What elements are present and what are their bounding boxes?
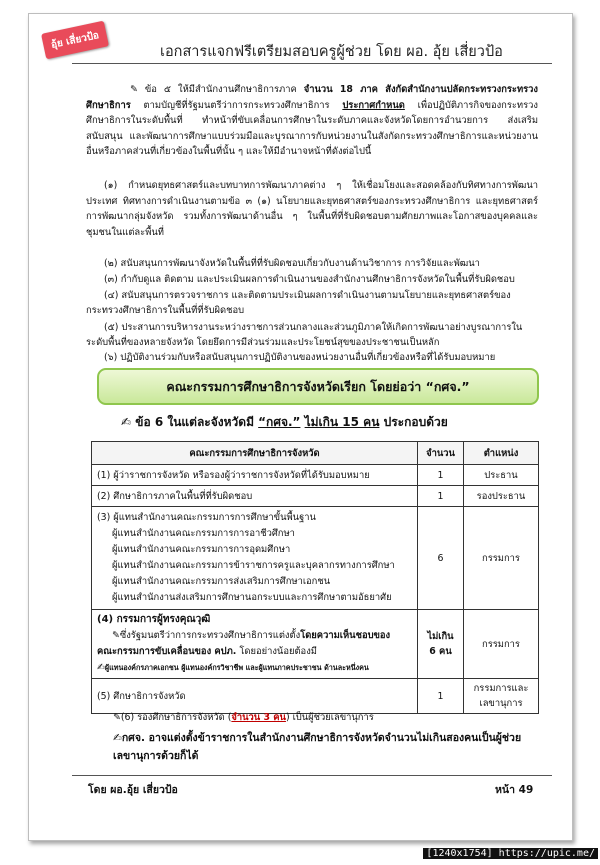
clause-6-heading: ✍ ข้อ 6 ในแต่ละจังหวัดมี “กศจ.” ไม่เกิน 15 คน ประกอบด้วย — [121, 415, 448, 429]
table-row: (3) ผู้แทนสำนักงานคณะกรรมการการศึกษาขั้นพื้นฐาน ผู้แทนสำนักงานคณะกรรมการการอาชีวศึกษา ผู้แทนสำนักงานคณะกรรมการการอุดมศึกษา ผู้แทนสำนักงานคณะกรรมการข้าราชการครูและบุคลากรทางการศึกษา ผู้แทนสำนักงานคณะกรรมการส่งเสริมการศึกษาเอกชน ผู้แทนสำนักงานส่งเสริมการศึกษานอกระบบและการศึกษาตามอัธยาศัย 6 กรรมการ — [92, 507, 539, 610]
footer-divider — [72, 775, 552, 776]
page-header: เอกสารแจกฟรีเตรียมสอบครูผู้ช่วย โดย ผอ. อุ้ย เสี่ยวป้อ — [160, 44, 503, 60]
clause-5-paragraph: ✎ ข้อ ๕ ให้มีสำนักงานศึกษาธิการภาค จำนวน 18 ภาค สังกัดสำนักงานปลัดกระทรวงกระทรวงศึกษาธิการ ตามบัญชีที่รัฐมนตรีว่าการกระทรวงศึกษาธิการ ประกาศกำหนด เพื่อปฏิบัติภารกิจของกระทรวงศึกษาธิการในระดับพื้นที่ ทำหน้าที่ขับเคลื่อนการศึกษาในระดับภาคและจังหวัดโดยการอำนวยการ ส่งเสริม สนับสนุน และพัฒนาการศึกษาแบบร่วมมือและบูรณาการกับหน่วยงานในสังกัดกระทรวงศึกษาธิการและหน่วยงานอื่นหรือภาคส่วนที่เกี่ยวข้องในพื้นที่นั้น ๆ และให้มีอำนาจหน้าที่ดังต่อไปนี้ — [86, 84, 539, 158]
header-position: ตำแหน่ง — [464, 442, 539, 465]
duty-item-4: (๔) สนับสนุนการตรวจราชการ และติดตามประเมินผลการดำเนินงานตามนโยบายและยุทธศาสตร์ของ — [104, 290, 511, 301]
header-committee: คณะกรรมการศึกษาธิการจังหวัด — [92, 442, 418, 465]
deputy-line: ✎(6) รองศึกษาธิการจังหวัด (จำนวน 3 คน) เป็นผู้ช่วยเลขานุการ — [113, 712, 374, 723]
header-divider — [72, 63, 552, 64]
page-number: หน้า 49 — [495, 784, 534, 796]
committee-table — [91, 441, 539, 714]
footer-author: โดย ผอ.อุ้ย เสี่ยวป้อ — [88, 784, 178, 796]
duty-1-paragraph: (๑) กำหนดยุทธศาสตร์และบทบาทการพัฒนาภาคต่าง ๆ ให้เชื่อมโยงและสอดคล้องกับทิศทางการพัฒนาประเทศ ทิศทางการดำเนินงานตามข้อ ๓ (๑) นโยบายและยุทธศาสตร์ของกระทรวงศึกษาธิการ และยุทธศาสตร์การพัฒนากลุ่มจังหวัด รวมทั้งการพัฒนาด้านอื่น ๆ ในพื้นที่ที่รับผิดชอบตามศักยภาพและโอกาสของบุคคลและชุมชนในแต่ละพื้นที่ — [86, 180, 538, 238]
section-banner: คณะกรรมการศึกษาธิการจังหวัดเรียก โดยย่อว่า “กศจ.” — [97, 368, 539, 405]
duty-item-3: (๓) กำกับดูแล ติดตาม และประเมินผลการดำเนินงานของสำนักงานศึกษาธิการจังหวัดในพื้นที่รับผิดชอบ — [104, 274, 515, 285]
table-row: (1) ผู้ว่าราชการจังหวัด หรือรองผู้ว่าราชการจังหวัดที่ได้รับมอบหมาย 1 ประธาน — [92, 465, 539, 486]
author-stamp: อุ้ย เสี่ยวป้อ — [41, 21, 109, 60]
pencil-icon: ✍ — [97, 662, 105, 673]
pencil-icon: ✍ — [113, 732, 122, 744]
header-count: จำนวน — [418, 442, 464, 465]
pencil-icon: ✎ — [112, 630, 120, 641]
pencil-icon: ✎ — [130, 84, 138, 95]
duty-item-5: (๕) ประสานการบริหารงานระหว่างราชการส่วนกลางและส่วนภูมิภาคให้เกิดการพัฒนาอย่างบูรณาการใน — [104, 322, 523, 333]
assistant-secretary-note: ✍กศจ. อาจแต่งตั้งข้าราชการในสำนักงานศึกษาธิการจังหวัดจำนวนไม่เกินสองคนเป็นผู้ช่วยเลขานุการด้วยก็ได้ — [113, 729, 538, 765]
table-header-row — [92, 442, 539, 465]
table-row: (5) ศึกษาธิการจังหวัด 1 กรรมการและ เลขานุการ — [92, 679, 539, 714]
duty-item-2: (๒) สนับสนุนการพัฒนาจังหวัดในพื้นที่ที่รับผิดชอบเกี่ยวกับงานด้านวิชาการ การวิจัยและพัฒนา — [104, 258, 480, 269]
pencil-icon: ✎ — [113, 712, 121, 723]
image-host-watermark: [1240x1754] https://upic.me/ — [423, 848, 598, 859]
table-row: (2) ศึกษาธิการภาคในพื้นที่ที่รับผิดชอบ 1 รองประธาน — [92, 486, 539, 507]
duty-item-6: (๖) ปฏิบัติงานร่วมกับหรือสนับสนุนการปฏิบัติงานของหน่วยงานอื่นที่เกี่ยวข้องหรือที่ได้รับมอบหมาย — [104, 352, 496, 363]
pencil-icon: ✍ — [121, 415, 132, 429]
duty-item-4-cont: กระทรวงศึกษาธิการในพื้นที่ที่รับผิดชอบ — [86, 305, 245, 316]
table-row: (4) กรรมการผู้ทรงคุณวุฒิ ✎ซึ่งรัฐมนตรีว่าการกระทรวงศึกษาธิการแต่งตั้งโดยความเห็นชอบของ คณะกรรมการขับเคลื่อนของ คปภ. โดยอย่างน้อยต้องมี ✍ผู้แทนองค์กรภาคเอกชน ผู้แทนองค์กรวิชาชีพ และผู้แทนภาคประชาชน ด้านละหนึ่งคน ไม่เกิน 6 คน กรรมการ — [92, 610, 539, 679]
duty-item-5-cont: ระดับพื้นที่ของหลายจังหวัด โดยยึดการมีส่วนร่วมและประโยชน์สุขของประชาชนเป็นหลัก — [86, 337, 440, 348]
